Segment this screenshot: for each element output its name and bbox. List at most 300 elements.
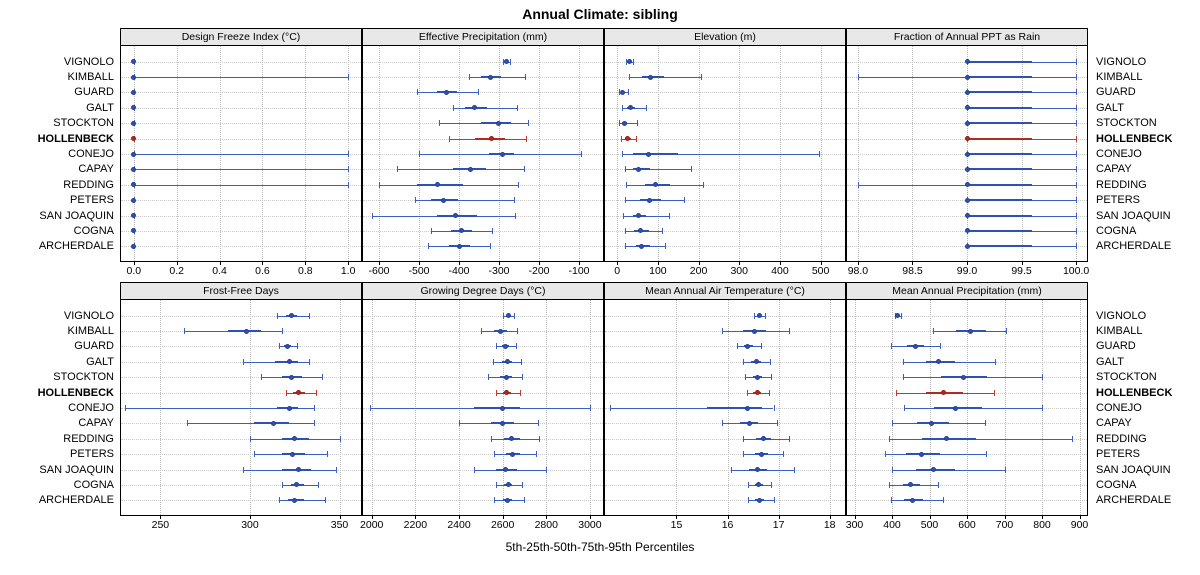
axis-tick-label: 600 xyxy=(958,519,976,531)
whisker-cap xyxy=(340,436,341,442)
axis-tick-label: 98.5 xyxy=(902,265,923,277)
whisker-cap xyxy=(703,182,704,188)
whisker-cap xyxy=(903,359,904,365)
whisker-cap xyxy=(503,313,504,319)
whisker-cap xyxy=(318,482,319,488)
site-label: HOLLENBECK xyxy=(37,386,114,399)
median-marker xyxy=(759,452,764,457)
median-marker xyxy=(503,467,508,472)
interquartile-bar xyxy=(967,122,1032,124)
whisker-cap xyxy=(819,151,820,157)
x-axis xyxy=(121,519,361,541)
chart-panel xyxy=(362,28,604,262)
whisker-cap xyxy=(938,482,939,488)
row-gridline xyxy=(847,500,1087,501)
median-marker xyxy=(757,313,762,318)
whisker-cap xyxy=(933,328,934,334)
chart-panel xyxy=(846,282,1088,516)
site-label: REDDING xyxy=(1096,432,1147,445)
median-marker xyxy=(628,105,633,110)
median-marker xyxy=(965,121,970,126)
median-marker xyxy=(271,421,276,426)
row-gridline xyxy=(605,316,845,317)
median-marker xyxy=(285,344,290,349)
whisker-cap xyxy=(722,328,723,334)
row-gridline xyxy=(121,123,361,124)
median-marker xyxy=(965,75,970,80)
axis-tick-label: 2400 xyxy=(447,519,471,531)
axis-tick-label: 15 xyxy=(670,519,683,531)
whisker-cap xyxy=(891,497,892,503)
whisker-cap xyxy=(903,374,904,380)
axis-tick-label: 2800 xyxy=(534,519,558,531)
median-marker xyxy=(745,344,750,349)
whisker-cap xyxy=(372,213,373,219)
chart-panel xyxy=(120,282,362,516)
row-gridline xyxy=(121,231,361,232)
median-marker xyxy=(509,436,514,441)
median-marker xyxy=(961,375,966,380)
whisker-cap xyxy=(1076,120,1077,126)
whisker-cap xyxy=(985,420,986,426)
median-marker xyxy=(936,359,941,364)
median-marker xyxy=(504,375,509,380)
whisker-cap xyxy=(517,328,518,334)
interquartile-bar xyxy=(967,76,1032,78)
whisker-cap xyxy=(419,151,420,157)
median-marker xyxy=(472,105,477,110)
median-marker xyxy=(289,375,294,380)
interquartile-bar xyxy=(967,138,1032,140)
whisker xyxy=(629,77,701,78)
whisker-cap xyxy=(1076,213,1077,219)
whisker-cap xyxy=(1076,166,1077,172)
site-label: GALT xyxy=(86,355,114,368)
row-gridline xyxy=(363,485,603,486)
median-marker xyxy=(636,167,641,172)
whisker-cap xyxy=(459,420,460,426)
plot-area xyxy=(605,300,845,515)
median-marker xyxy=(131,59,136,64)
site-label: STOCKTON xyxy=(1096,117,1157,130)
interquartile-bar xyxy=(967,153,1032,155)
whisker-cap xyxy=(986,451,987,457)
panel-title: Mean Annual Precipitation (mm) xyxy=(847,283,1087,300)
site-label: PETERS xyxy=(69,448,114,461)
chart-panel xyxy=(604,282,846,516)
whisker xyxy=(134,77,348,78)
site-label: VIGNOLO xyxy=(63,309,114,322)
median-marker xyxy=(131,136,136,141)
row-gridline xyxy=(363,377,603,378)
x-axis xyxy=(605,519,845,541)
median-marker xyxy=(755,390,760,395)
whisker-cap xyxy=(546,467,547,473)
whisker-cap xyxy=(770,359,771,365)
whisker-cap xyxy=(1076,89,1077,95)
whisker-cap xyxy=(1076,197,1077,203)
site-label: VIGNOLO xyxy=(63,55,114,68)
site-label: COGNA xyxy=(1096,478,1137,491)
row-gridline xyxy=(605,346,845,347)
row-gridline xyxy=(605,92,845,93)
site-label-column-left xyxy=(10,300,114,516)
whisker-cap xyxy=(662,228,663,234)
whisker-cap xyxy=(665,243,666,249)
whisker-cap xyxy=(496,390,497,396)
whisker-cap xyxy=(622,151,623,157)
median-marker xyxy=(500,152,505,157)
x-axis xyxy=(847,519,1087,541)
row-gridline xyxy=(363,454,603,455)
median-marker xyxy=(919,452,924,457)
whisker-cap xyxy=(314,405,315,411)
row-gridline xyxy=(121,377,361,378)
whisker-cap xyxy=(453,105,454,111)
axis-tick-label: 99.5 xyxy=(1011,265,1032,277)
whisker-cap xyxy=(261,374,262,380)
site-label: HOLLENBECK xyxy=(37,132,114,145)
whisker-cap xyxy=(625,228,626,234)
whisker-cap xyxy=(522,374,523,380)
median-marker xyxy=(457,244,462,249)
interquartile-bar xyxy=(474,407,520,409)
whisker-cap xyxy=(691,166,692,172)
whisker-cap xyxy=(1076,228,1077,234)
x-axis xyxy=(360,519,603,541)
whisker xyxy=(415,200,514,201)
plot-area xyxy=(363,46,603,261)
whisker-cap xyxy=(322,374,323,380)
site-label: COGNA xyxy=(73,478,114,491)
whisker xyxy=(134,169,348,170)
axis-tick-label: 500 xyxy=(811,265,830,277)
whisker-cap xyxy=(885,451,886,457)
row-gridline xyxy=(121,316,361,317)
median-marker xyxy=(468,167,473,172)
whisker-cap xyxy=(494,451,495,457)
axis-tick-label: 800 xyxy=(1033,519,1051,531)
axis-tick-label: 99.0 xyxy=(956,265,978,277)
median-marker xyxy=(625,136,630,141)
median-marker xyxy=(965,244,970,249)
median-marker xyxy=(965,59,970,64)
axis-tick-label: 300 xyxy=(241,519,259,531)
whisker-cap xyxy=(610,405,611,411)
site-label-column-right xyxy=(1096,46,1200,262)
site-label-column-right xyxy=(1096,300,1200,516)
axis-tick-label: 0.8 xyxy=(297,265,313,277)
axis-tick-label: 0.0 xyxy=(126,265,142,277)
site-label: ARCHERDALE xyxy=(1096,240,1172,253)
whisker-cap xyxy=(496,482,497,488)
row-gridline xyxy=(363,393,603,394)
median-marker xyxy=(488,75,493,80)
whisker-cap xyxy=(621,136,622,142)
whisker-cap xyxy=(774,497,775,503)
whisker-cap xyxy=(891,343,892,349)
median-marker xyxy=(504,390,509,395)
whisker-cap xyxy=(1042,374,1043,380)
row-gridline xyxy=(605,439,845,440)
median-marker xyxy=(755,467,760,472)
row-gridline xyxy=(121,393,361,394)
whisker-cap xyxy=(669,213,670,219)
whisker-cap xyxy=(1072,436,1073,442)
axis-tick-label: 100.0 xyxy=(1062,265,1090,277)
whisker-cap xyxy=(282,482,283,488)
axis-tick-label: 2000 xyxy=(360,519,384,531)
chart-panel xyxy=(120,28,362,262)
row-gridline xyxy=(605,362,845,363)
median-marker xyxy=(968,329,973,334)
axis-tick-label: 1.0 xyxy=(340,265,356,277)
row-gridline xyxy=(363,439,603,440)
whisker-cap xyxy=(1076,74,1077,80)
whisker-cap xyxy=(771,374,772,380)
whisker-cap xyxy=(525,74,526,80)
axis-tick-label: 3000 xyxy=(578,519,602,531)
axis-tick-label: 350 xyxy=(330,519,349,531)
whisker-cap xyxy=(745,374,746,380)
whisker-cap xyxy=(789,436,790,442)
median-marker xyxy=(500,406,505,411)
median-marker xyxy=(244,329,249,334)
median-marker xyxy=(965,182,970,187)
median-marker xyxy=(895,313,900,318)
whisker-cap xyxy=(297,343,298,349)
whisker-cap xyxy=(581,151,582,157)
whisker-cap xyxy=(904,405,905,411)
site-label: STOCKTON xyxy=(53,371,114,384)
row-gridline xyxy=(605,393,845,394)
median-marker xyxy=(639,244,644,249)
whisker-cap xyxy=(250,436,251,442)
whisker-cap xyxy=(492,228,493,234)
median-marker xyxy=(510,452,515,457)
axis-tick-label: 17 xyxy=(772,519,785,531)
axis-tick-label: 300 xyxy=(730,265,748,277)
median-marker xyxy=(756,482,761,487)
median-marker xyxy=(287,359,292,364)
site-label: SAN JOAQUIN xyxy=(39,463,114,476)
whisker-cap xyxy=(520,390,521,396)
row-gridline xyxy=(121,92,361,93)
median-marker xyxy=(505,498,510,503)
median-marker xyxy=(296,390,301,395)
median-marker xyxy=(131,198,136,203)
whisker xyxy=(134,154,348,155)
whisker-cap xyxy=(731,467,732,473)
whisker-cap xyxy=(279,343,280,349)
median-marker xyxy=(757,498,762,503)
whisker-cap xyxy=(1076,105,1077,111)
whisker-cap xyxy=(524,166,525,172)
median-marker xyxy=(444,90,449,95)
whisker-cap xyxy=(889,436,890,442)
site-label: HOLLENBECK xyxy=(1096,132,1173,145)
whisker-cap xyxy=(633,59,634,65)
whisker-cap xyxy=(397,166,398,172)
whisker-cap xyxy=(722,420,723,426)
whisker-cap xyxy=(526,136,527,142)
whisker-cap xyxy=(490,243,491,249)
median-marker xyxy=(498,329,503,334)
whisker-cap xyxy=(496,343,497,349)
site-label: REDDING xyxy=(63,178,114,191)
whisker-cap xyxy=(528,120,529,126)
row-gridline xyxy=(847,316,1087,317)
axis-tick-label: 300 xyxy=(845,519,864,531)
panel-title: Fraction of Annual PPT as Rain xyxy=(847,29,1087,46)
whisker-cap xyxy=(348,74,349,80)
median-marker xyxy=(755,375,760,380)
whisker-cap xyxy=(901,313,902,319)
interquartile-bar xyxy=(967,230,1032,232)
whisker-cap xyxy=(771,482,772,488)
whisker-cap xyxy=(522,482,523,488)
axis-tick-label: 0.2 xyxy=(169,265,185,277)
axis-tick-label: 0.6 xyxy=(255,265,270,277)
whisker-cap xyxy=(325,497,326,503)
median-marker xyxy=(752,329,757,334)
site-label: CAPAY xyxy=(1096,163,1132,176)
whisker-cap xyxy=(538,420,539,426)
row-gridline xyxy=(605,500,845,501)
row-gridline xyxy=(605,139,845,140)
whisker-cap xyxy=(748,482,749,488)
row-gridline xyxy=(121,362,361,363)
site-label: KIMBALL xyxy=(1096,325,1143,338)
whisker-cap xyxy=(282,328,283,334)
median-marker xyxy=(131,75,136,80)
panel-title: Design Freeze Index (°C) xyxy=(121,29,361,46)
site-label: KIMBALL xyxy=(1096,71,1143,84)
panel-title: Elevation (m) xyxy=(605,29,845,46)
median-marker xyxy=(441,198,446,203)
whisker-cap xyxy=(510,59,511,65)
whisker-cap xyxy=(439,120,440,126)
site-label: ARCHERDALE xyxy=(1096,494,1172,507)
whisker-cap xyxy=(754,313,755,319)
interquartile-bar xyxy=(633,153,678,155)
plot-area xyxy=(363,300,603,515)
row-gridline xyxy=(363,362,603,363)
axis-tick-label: -600 xyxy=(368,265,390,277)
row-gridline xyxy=(121,346,361,347)
site-label: SAN JOAQUIN xyxy=(1096,463,1171,476)
axis-tick-label: -400 xyxy=(448,265,470,277)
median-marker xyxy=(648,75,653,80)
median-marker xyxy=(131,228,136,233)
whisker-cap xyxy=(524,497,525,503)
row-gridline xyxy=(121,139,361,140)
plot-area xyxy=(847,300,1087,515)
whisker-cap xyxy=(994,390,995,396)
row-gridline xyxy=(605,123,845,124)
median-marker xyxy=(965,228,970,233)
whisker-cap xyxy=(316,390,317,396)
site-label: CAPAY xyxy=(78,163,114,176)
whisker-cap xyxy=(469,74,470,80)
median-marker xyxy=(965,105,970,110)
axis-tick-label: 250 xyxy=(151,519,170,531)
site-label: GUARD xyxy=(74,86,114,99)
median-marker xyxy=(965,167,970,172)
median-marker xyxy=(965,152,970,157)
row-gridline xyxy=(363,316,603,317)
whisker-cap xyxy=(889,482,890,488)
whisker-cap xyxy=(743,359,744,365)
median-marker xyxy=(944,436,949,441)
median-marker xyxy=(435,182,440,187)
median-marker xyxy=(131,90,136,95)
whisker-cap xyxy=(626,182,627,188)
whisker-cap xyxy=(619,120,620,126)
site-label: PETERS xyxy=(69,194,114,207)
site-label: SAN JOAQUIN xyxy=(39,209,114,222)
site-label: GUARD xyxy=(1096,340,1136,353)
row-gridline xyxy=(605,377,845,378)
whisker-cap xyxy=(481,328,482,334)
whisker xyxy=(134,185,348,186)
whisker-cap xyxy=(774,405,775,411)
site-label: GUARD xyxy=(74,340,114,353)
whisker-cap xyxy=(636,136,637,142)
median-marker xyxy=(131,105,136,110)
axis-tick-label: 700 xyxy=(995,519,1014,531)
median-marker xyxy=(131,152,136,157)
whisker-cap xyxy=(747,390,748,396)
interquartile-bar xyxy=(967,184,1032,186)
whisker-cap xyxy=(896,390,897,396)
row-gridline xyxy=(847,485,1087,486)
median-marker xyxy=(292,498,297,503)
site-label: CONEJO xyxy=(1096,402,1142,414)
panel-title: Mean Annual Air Temperature (°C) xyxy=(605,283,845,300)
whisker-cap xyxy=(629,74,630,80)
whisker-cap xyxy=(794,467,795,473)
row-gridline xyxy=(363,346,603,347)
axis-tick-label: 200 xyxy=(689,265,708,277)
interquartile-bar xyxy=(967,61,1032,63)
panel-title: Growing Degree Days (°C) xyxy=(363,283,603,300)
interquartile-bar xyxy=(967,245,1032,247)
whisker-cap xyxy=(748,497,749,503)
median-marker xyxy=(953,406,958,411)
whisker-cap xyxy=(743,436,744,442)
whisker-cap xyxy=(521,359,522,365)
site-label: COGNA xyxy=(1096,224,1137,237)
row-gridline xyxy=(121,485,361,486)
median-marker xyxy=(506,482,511,487)
median-marker xyxy=(620,90,625,95)
interquartile-bar xyxy=(707,407,762,409)
whisker-cap xyxy=(314,420,315,426)
median-marker xyxy=(913,344,918,349)
median-marker xyxy=(761,436,766,441)
chart-panel xyxy=(846,28,1088,262)
median-marker xyxy=(505,359,510,364)
whisker-cap xyxy=(516,343,517,349)
whisker-cap xyxy=(1005,467,1006,473)
median-marker xyxy=(294,482,299,487)
row-gridline xyxy=(605,485,845,486)
whisker-cap xyxy=(494,497,495,503)
axis-tick-label: 100 xyxy=(649,265,667,277)
whisker-cap xyxy=(892,467,893,473)
whisker-cap xyxy=(743,451,744,457)
